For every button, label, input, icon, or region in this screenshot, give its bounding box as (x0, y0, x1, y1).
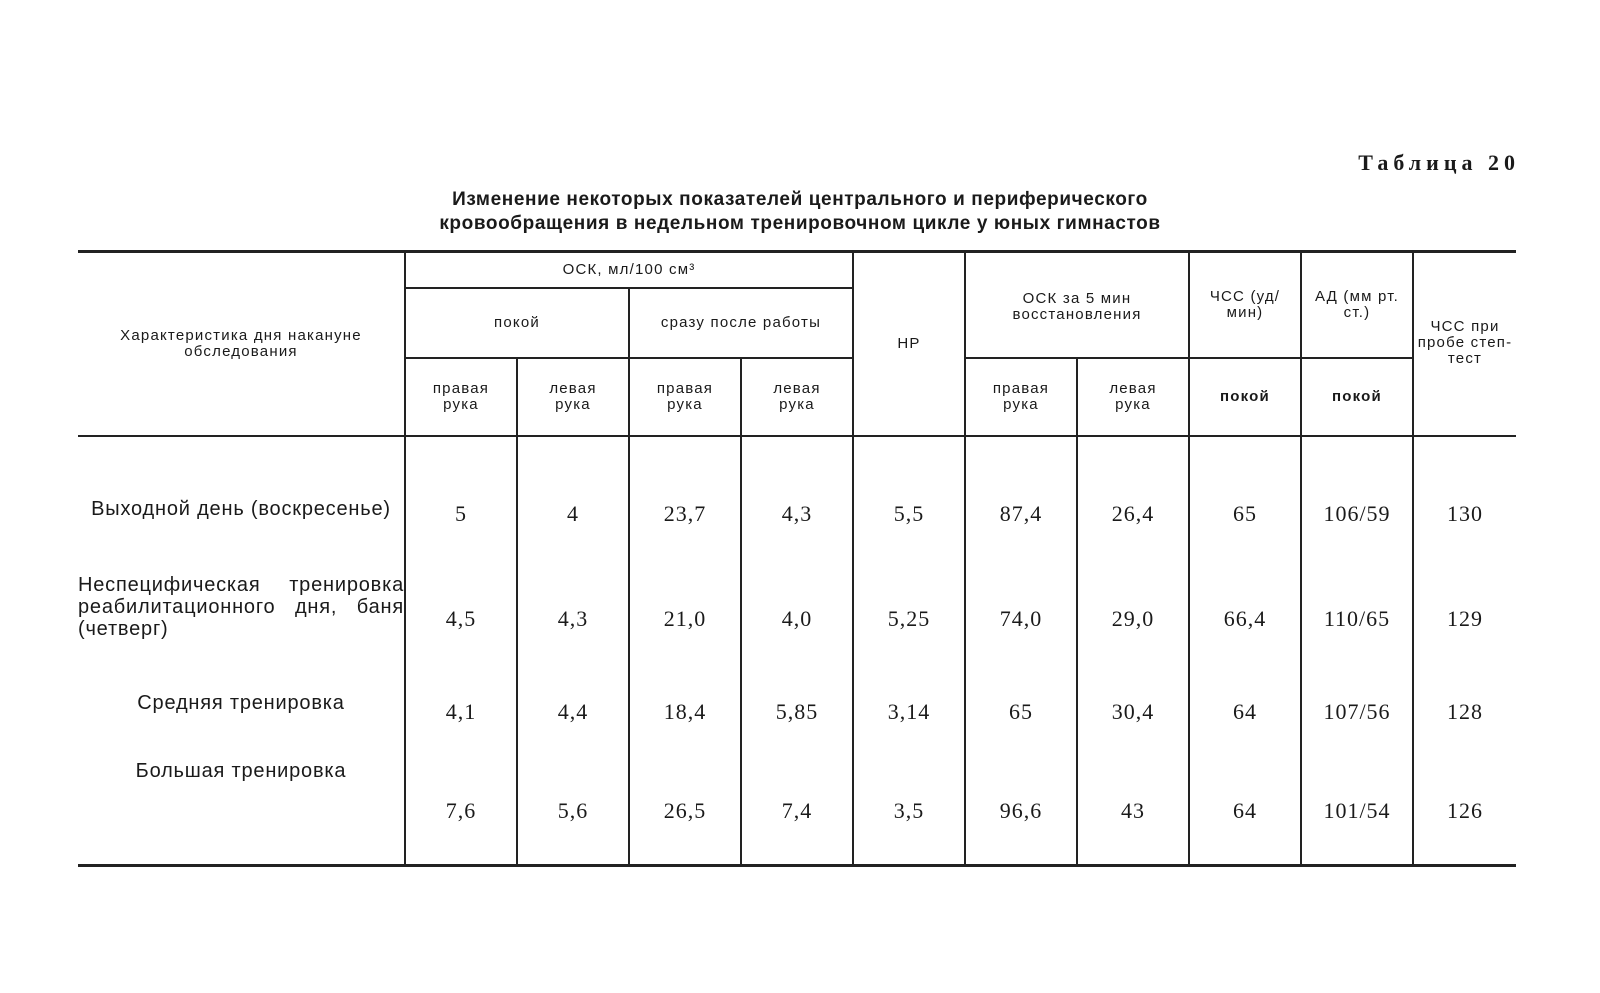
cell-osk-rest-right: 4,1 (405, 664, 517, 734)
table-header (78, 252, 1516, 436)
table-row (78, 546, 1516, 664)
cell-ad-rest: 106/59 (1301, 436, 1413, 546)
header-osk-rest: покой (405, 288, 629, 358)
table-title-line-2: кровообращения в недельном тренировочном цикле у юных гимнастов (439, 213, 1161, 234)
cell-hss-rest: 64 (1189, 734, 1301, 866)
cell-osk-after-left: 4,3 (741, 436, 853, 546)
table-title-line-1: Изменение некоторых показателей центрального и периферического (452, 189, 1148, 210)
row-characteristic: Средняя тренировка (137, 691, 345, 714)
cell-osk-after-left: 4,0 (741, 546, 853, 664)
row-characteristic: Большая тренировка (78, 734, 405, 866)
cell-ad-rest: 101/54 (1301, 734, 1413, 866)
header-hss: ЧСС (уд/мин) (1189, 252, 1301, 358)
cell-osk-after-right: 23,7 (629, 436, 741, 546)
table-row (78, 436, 1516, 546)
cell-hss-step-test: 126 (1413, 734, 1516, 866)
cell-osk-after-right: 26,5 (629, 734, 741, 866)
row-characteristic: Выходной день (воскресенье) (91, 498, 391, 520)
table-row (78, 664, 1516, 734)
cell-hr: 5,5 (853, 436, 965, 546)
cell-osk-after-left: 7,4 (741, 734, 853, 866)
cell-ad-rest: 110/65 (1301, 546, 1413, 664)
header-osk-rest-left-arm: левая рука (517, 358, 629, 436)
table-body (78, 436, 1516, 866)
cell-hr: 3,5 (853, 734, 965, 866)
cell-hr: 3,14 (853, 664, 965, 734)
cell-osk-rest-left: 5,6 (517, 734, 629, 866)
header-ad-rest: покой (1301, 358, 1413, 436)
cell-osk-after-left: 5,85 (741, 664, 853, 734)
header-characteristic: Характеристика дня накануне обследования (78, 252, 405, 436)
cell-hss-rest: 64 (1189, 664, 1301, 734)
header-osk: ОСК, мл/100 см³ (405, 252, 853, 288)
cell-hr: 5,25 (853, 546, 965, 664)
row-characteristic: Неспецифическая тренировка реабилитационного дня, баня (четверг) (78, 573, 404, 640)
cell-hss-step-test: 130 (1413, 436, 1516, 546)
data-table (78, 250, 1516, 867)
cell-recovery-left: 43 (1077, 734, 1189, 866)
cell-recovery-right: 96,6 (965, 734, 1077, 866)
header-hss-rest: покой (1189, 358, 1301, 436)
cell-hss-step-test: 128 (1413, 664, 1516, 734)
header-recovery-left-arm: левая рука (1077, 358, 1189, 436)
header-osk-recovery: ОСК за 5 мин восстановления (965, 252, 1189, 358)
header-osk-after-left-arm: левая рука (741, 358, 853, 436)
cell-ad-rest: 107/56 (1301, 664, 1413, 734)
cell-osk-after-right: 21,0 (629, 546, 741, 664)
header-osk-rest-right-arm: правая рука (405, 358, 517, 436)
table-row (78, 734, 1516, 866)
cell-recovery-right: 74,0 (965, 546, 1077, 664)
cell-osk-rest-right: 4,5 (405, 546, 517, 664)
cell-recovery-left: 29,0 (1077, 546, 1189, 664)
cell-osk-after-right: 18,4 (629, 664, 741, 734)
cell-osk-rest-right: 5 (405, 436, 517, 546)
header-ad: АД (мм рт. ст.) (1301, 252, 1413, 358)
header-recovery-right-arm: правая рука (965, 358, 1077, 436)
cell-hss-rest: 65 (1189, 436, 1301, 546)
cell-hss-step-test: 129 (1413, 546, 1516, 664)
header-osk-after-right-arm: правая рука (629, 358, 741, 436)
cell-recovery-right: 65 (965, 664, 1077, 734)
cell-osk-rest-left: 4,3 (517, 546, 629, 664)
header-hss-step-test: ЧСС при пробе степ-тест (1413, 252, 1516, 436)
header-osk-after-work: сразу после работы (629, 288, 853, 358)
cell-recovery-right: 87,4 (965, 436, 1077, 546)
cell-osk-rest-left: 4,4 (517, 664, 629, 734)
table-number-label: Таблица 20 (1358, 150, 1520, 175)
cell-osk-rest-left: 4 (517, 436, 629, 546)
cell-hss-rest: 66,4 (1189, 546, 1301, 664)
cell-recovery-left: 26,4 (1077, 436, 1189, 546)
table-title (0, 188, 1600, 236)
header-hr: НР (853, 252, 965, 436)
cell-recovery-left: 30,4 (1077, 664, 1189, 734)
cell-osk-rest-right: 7,6 (405, 734, 517, 866)
